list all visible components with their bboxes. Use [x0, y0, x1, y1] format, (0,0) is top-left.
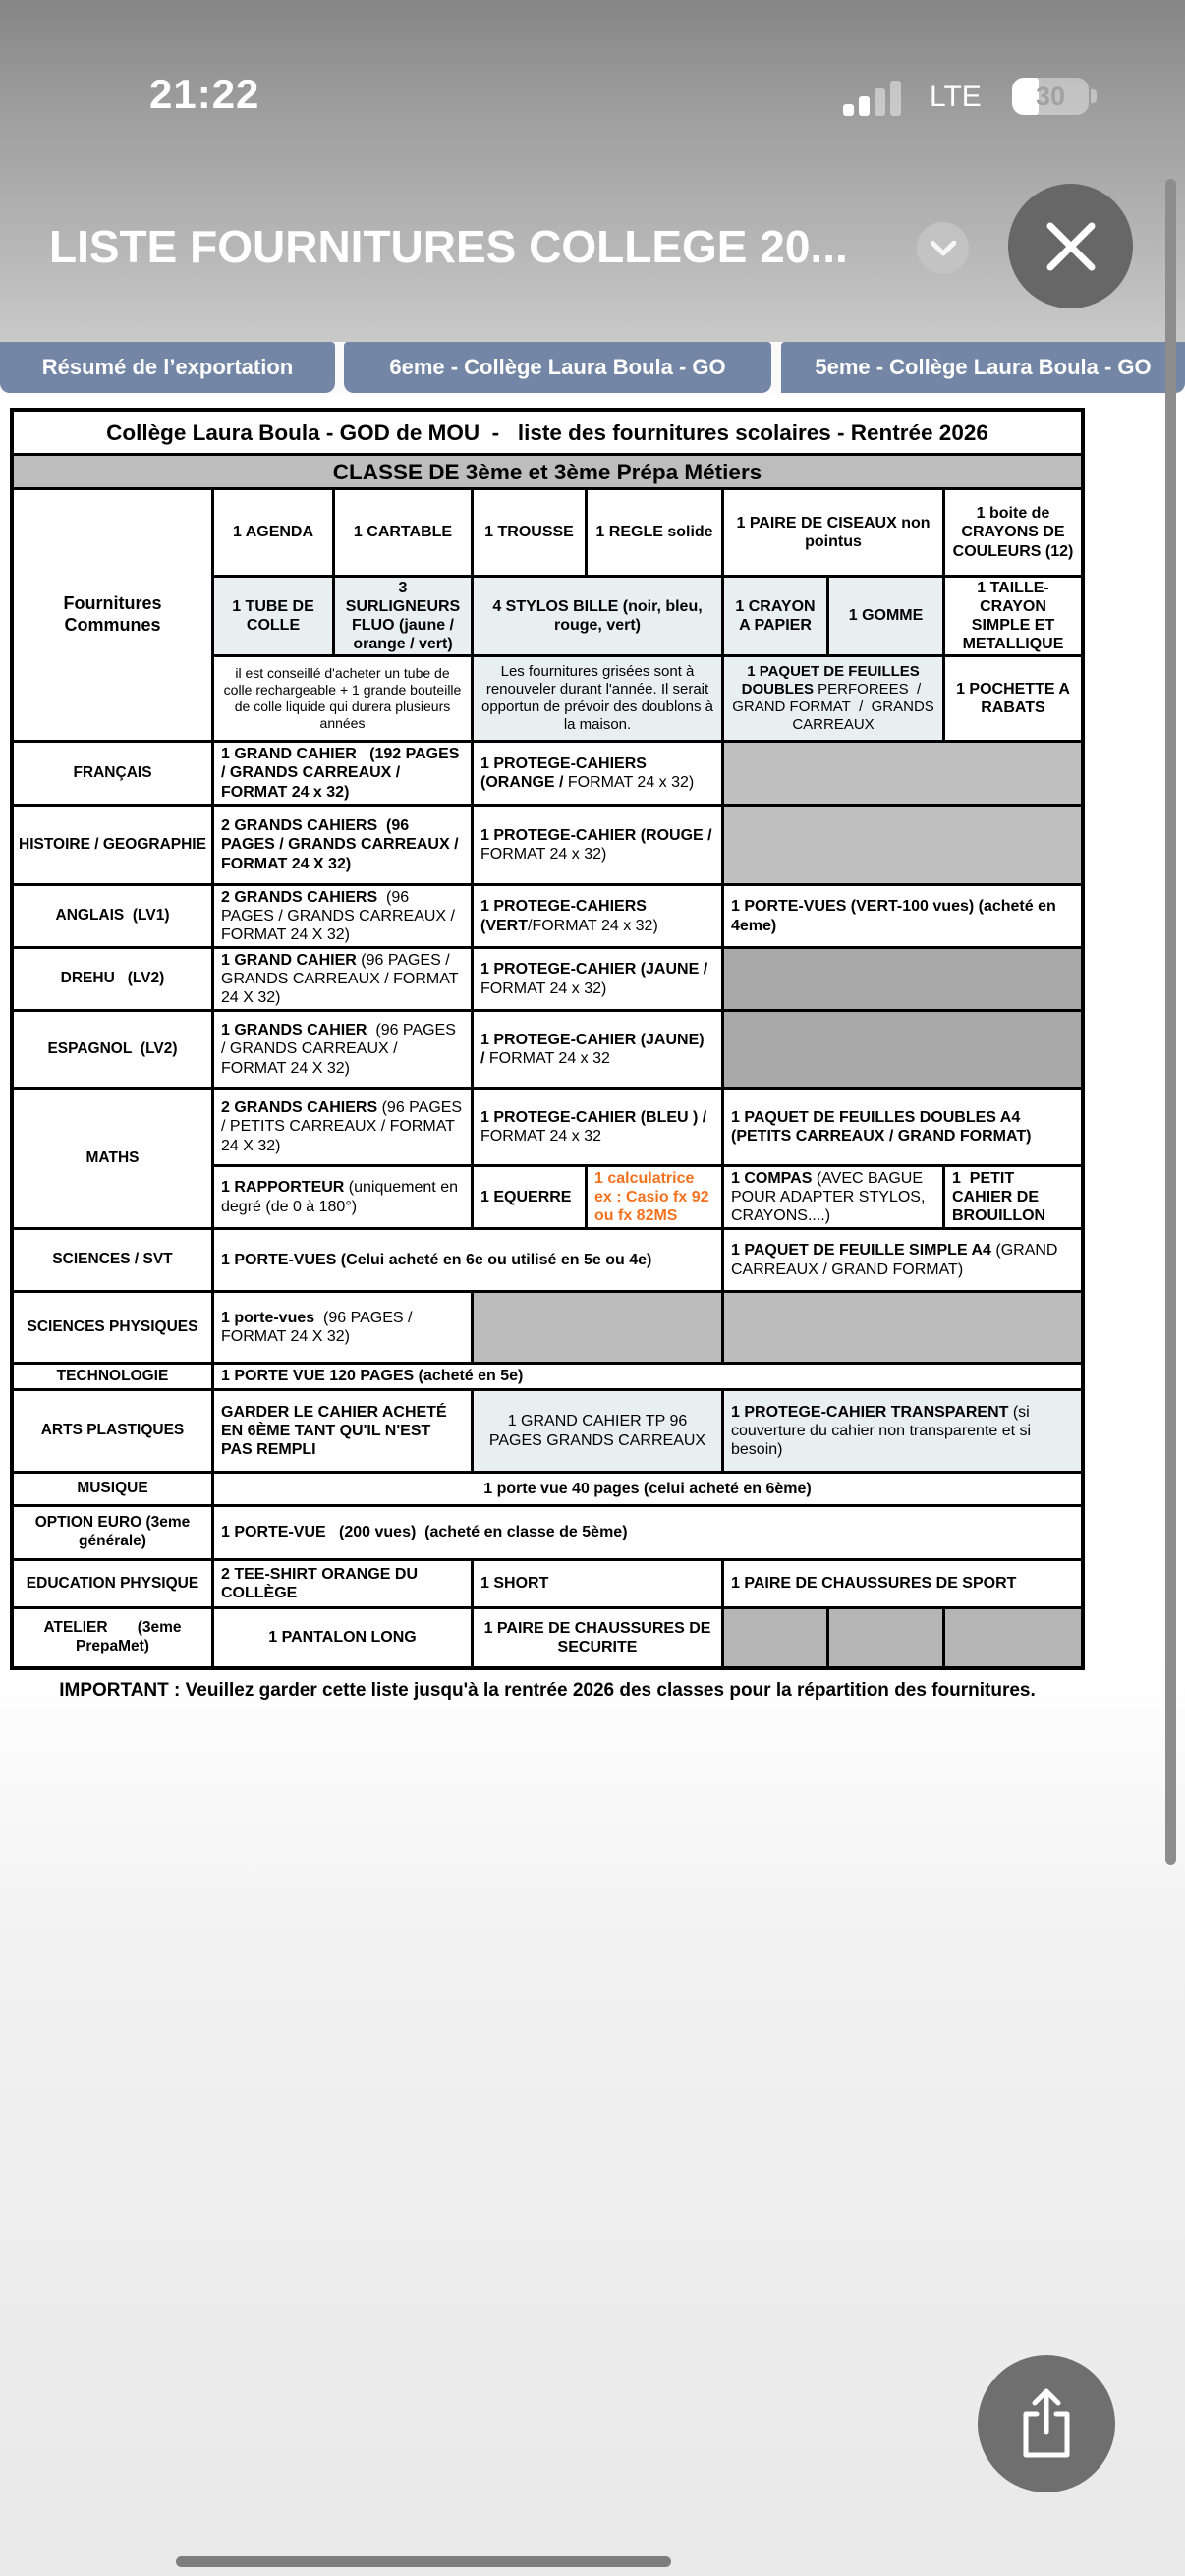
cell-maths-equerre: 1 EQUERRE [474, 1167, 585, 1227]
home-indicator[interactable] [176, 2556, 671, 2567]
row-label-drehu: DREHU (LV2) [14, 949, 211, 1009]
cell-pochette-rabats: 1 POCHETTE A RABATS [945, 657, 1081, 740]
battery-percent: 30 [1035, 81, 1066, 111]
row-label-maths: MATHS [14, 1090, 211, 1227]
cell-ciseaux: 1 PAIRE DE CISEAUX non pointus [724, 490, 942, 575]
document-title: LISTE FOURNITURES COLLEGE 20... [49, 221, 848, 272]
cell-note-grisees: Les fournitures grisées sont à renouveler durant l'année. Il serait opportun de prévoir des doublons à la maison. [474, 657, 721, 740]
cell-anglais-portevues: 1 PORTE-VUES (VERT-100 vues) (acheté en 4eme) [724, 886, 1081, 946]
cell-drehu-protege: 1 PROTEGE-CAHIER (JAUNE / FORMAT 24 x 32) [474, 949, 721, 1009]
cell-maths-calculatrice: 1 calculatrice ex : Casio fx 92 ou fx 82MS [588, 1167, 721, 1227]
cell-atelier-pantalon: 1 PANTALON LONG [214, 1609, 471, 1666]
cell-atelier-empty-1 [724, 1609, 826, 1666]
cell-stylos: 4 STYLOS BILLE (noir, bleu, rouge, vert) [474, 578, 721, 654]
cell-atelier-empty-3 [945, 1609, 1081, 1666]
row-label-atelier: ATELIER (3eme PrepaMet) [14, 1609, 211, 1666]
cell-svt-portevues: 1 PORTE-VUES (Celui acheté en 6e ou utilisé en 5e ou 4e) [214, 1230, 721, 1290]
share-icon [1018, 2386, 1075, 2461]
cell-francais-cahier: 1 GRAND CAHIER (192 PAGES / GRANDS CARREAUX / FORMAT 24 x 32) [214, 743, 471, 804]
cell-histoire-cahiers: 2 GRANDS CAHIERS (96 PAGES / GRANDS CARREAUX / FORMAT 24 X 32) [214, 807, 471, 883]
cell-option-euro-portevue: 1 PORTE-VUE (200 vues) (acheté en classe de 5ème) [214, 1507, 1081, 1558]
row-label-eps: EDUCATION PHYSIQUE [14, 1561, 211, 1606]
tab-6eme[interactable]: 6eme - Collège Laura Boula - GO [344, 342, 771, 393]
cell-drehu-empty [724, 949, 1081, 1009]
row-label-physique: SCIENCES PHYSIQUES [14, 1293, 211, 1362]
cell-maths-rapporteur: 1 RAPPORTEUR (uniquement en degré (de 0 à 180°) [214, 1167, 471, 1227]
tab-5eme[interactable]: 5eme - Collège Laura Boula - GO [781, 342, 1185, 393]
row-label-technologie: TECHNOLOGIE [14, 1365, 211, 1388]
row-label-fournitures-communes: Fournitures Communes [14, 490, 211, 740]
scrollbar[interactable] [1165, 179, 1176, 1865]
cell-physique-empty-2 [724, 1293, 1081, 1362]
cell-maths-feuilles: 1 PAQUET DE FEUILLES DOUBLES A4 (PETITS CARREAUX / GRAND FORMAT) [724, 1090, 1081, 1164]
battery-indicator [1012, 78, 1089, 115]
cell-arts-garder: GARDER LE CAHIER ACHETÉ EN 6ÈME TANT QU'IL N'EST PAS REMPLI [214, 1391, 471, 1471]
row-label-espagnol: ESPAGNOL (LV2) [14, 1012, 211, 1087]
cell-agenda: 1 AGENDA [214, 490, 332, 575]
battery-nub [1091, 89, 1097, 103]
share-button[interactable] [978, 2355, 1115, 2492]
row-label-arts: ARTS PLASTIQUES [14, 1391, 211, 1471]
cell-physique-empty-1 [474, 1293, 721, 1362]
row-label-anglais: ANGLAIS (LV1) [14, 886, 211, 946]
cell-gomme: 1 GOMME [829, 578, 942, 654]
cell-atelier-securite: 1 PAIRE DE CHAUSSURES DE SECURITE [474, 1609, 721, 1666]
cell-anglais-cahiers: 2 GRANDS CAHIERS (96 PAGES / GRANDS CARREAUX / FORMAT 24 X 32) [214, 886, 471, 946]
cell-svt-feuilles: 1 PAQUET DE FEUILLE SIMPLE A4 (GRAND CARREAUX / GRAND FORMAT) [724, 1230, 1081, 1290]
cell-taille-crayon: 1 TAILLE-CRAYON SIMPLE ET METALLIQUE [945, 578, 1081, 654]
cell-francais-protege: 1 PROTEGE-CAHIERS (ORANGE / FORMAT 24 x 32) [474, 743, 721, 804]
cell-maths-protege: 1 PROTEGE-CAHIER (BLEU ) / FORMAT 24 x 32 [474, 1090, 721, 1164]
cell-conseil-colle: il est conseillé d'acheter un tube de colle rechargeable + 1 grande bouteille de colle liquide qui durera plusieurs années [214, 657, 471, 740]
cell-physique-portevues: 1 porte-vues (96 PAGES / FORMAT 24 X 32) [214, 1293, 471, 1362]
cell-maths-cahiers: 2 GRANDS CAHIERS (96 PAGES / PETITS CARREAUX / FORMAT 24 X 32) [214, 1090, 471, 1164]
cell-cartable: 1 CARTABLE [335, 490, 471, 575]
cell-regle: 1 REGLE solide [588, 490, 721, 575]
important-note: IMPORTANT : Veuillez garder cette liste jusqu'à la rentrée 2026 des classes pour la répartition des fournitures. [59, 1680, 1036, 1701]
network-type-label: LTE [930, 81, 982, 113]
signal-strength-icon [843, 79, 904, 116]
preview-header [0, 0, 1185, 342]
title-menu-button[interactable] [917, 222, 969, 274]
cell-trousse: 1 TROUSSE [474, 490, 585, 575]
status-time: 21:22 [149, 71, 260, 117]
chevron-down-icon [931, 241, 956, 256]
sheet-tab-bar [0, 342, 1185, 393]
cell-atelier-empty-2 [829, 1609, 942, 1666]
row-label-histoire: HISTOIRE / GEOGRAPHIE [14, 807, 211, 883]
close-button[interactable] [1008, 184, 1133, 308]
tab-resume-exportation[interactable]: Résumé de l’exportation [0, 342, 335, 393]
cell-tube-colle: 1 TUBE DE COLLE [214, 578, 332, 654]
cell-eps-chaussures: 1 PAIRE DE CHAUSSURES DE SPORT [724, 1561, 1081, 1606]
table-title: Collège Laura Boula - GOD de MOU - liste des fournitures scolaires - Rentrée 2026 [14, 412, 1081, 453]
close-icon [1044, 220, 1098, 273]
cell-eps-short: 1 SHORT [474, 1561, 721, 1606]
cell-anglais-protege: 1 PROTEGE-CAHIERS (VERT/FORMAT 24 x 32) [474, 886, 721, 946]
cell-musique-portevue: 1 porte vue 40 pages (celui acheté en 6ème) [214, 1474, 1081, 1504]
cell-crayon-papier: 1 CRAYON A PAPIER [724, 578, 826, 654]
cell-maths-compas: 1 COMPAS (AVEC BAGUE POUR ADAPTER STYLOS, CRAYONS....) [724, 1167, 942, 1227]
class-band: CLASSE DE 3ème et 3ème Prépa Métiers [14, 456, 1081, 487]
cell-eps-teeshirt: 2 TEE-SHIRT ORANGE DU COLLÈGE [214, 1561, 471, 1606]
row-label-musique: MUSIQUE [14, 1474, 211, 1504]
row-label-francais: FRANÇAIS [14, 743, 211, 804]
row-label-svt: SCIENCES / SVT [14, 1230, 211, 1290]
cell-histoire-empty [724, 807, 1081, 883]
cell-technologie-portevue: 1 PORTE VUE 120 PAGES (acheté en 5e) [214, 1365, 1081, 1388]
cell-arts-protege: 1 PROTEGE-CAHIER TRANSPARENT (si couverture du cahier non transparente et si besoin) [724, 1391, 1081, 1471]
cell-drehu-cahier: 1 GRAND CAHIER (96 PAGES / GRANDS CARREAUX / FORMAT 24 X 32) [214, 949, 471, 1009]
cell-espagnol-protege: 1 PROTEGE-CAHIER (JAUNE) / FORMAT 24 x 32 [474, 1012, 721, 1087]
supplies-table [10, 408, 1085, 1670]
cell-crayons-couleurs: 1 boite de CRAYONS DE COULEURS (12) [945, 490, 1081, 575]
cell-espagnol-cahier: 1 GRANDS CAHIER (96 PAGES / GRANDS CARREAUX / FORMAT 24 X 32) [214, 1012, 471, 1087]
cell-feuilles-doubles: 1 PAQUET DE FEUILLES DOUBLES PERFOREES / GRAND FORMAT / GRANDS CARREAUX [724, 657, 942, 740]
row-label-option-euro: OPTION EURO (3eme générale) [14, 1507, 211, 1558]
cell-histoire-protege: 1 PROTEGE-CAHIER (ROUGE / FORMAT 24 x 32) [474, 807, 721, 883]
cell-maths-brouillon: 1 PETIT CAHIER DE BROUILLON [945, 1167, 1081, 1227]
cell-francais-empty [724, 743, 1081, 804]
cell-surligneurs: 3 SURLIGNEURS FLUO (jaune / orange / vert) [335, 578, 471, 654]
cell-espagnol-empty [724, 1012, 1081, 1087]
document-page [0, 393, 1185, 2576]
cell-arts-cahier-tp: 1 GRAND CAHIER TP 96 PAGES GRANDS CARREAUX [474, 1391, 721, 1471]
